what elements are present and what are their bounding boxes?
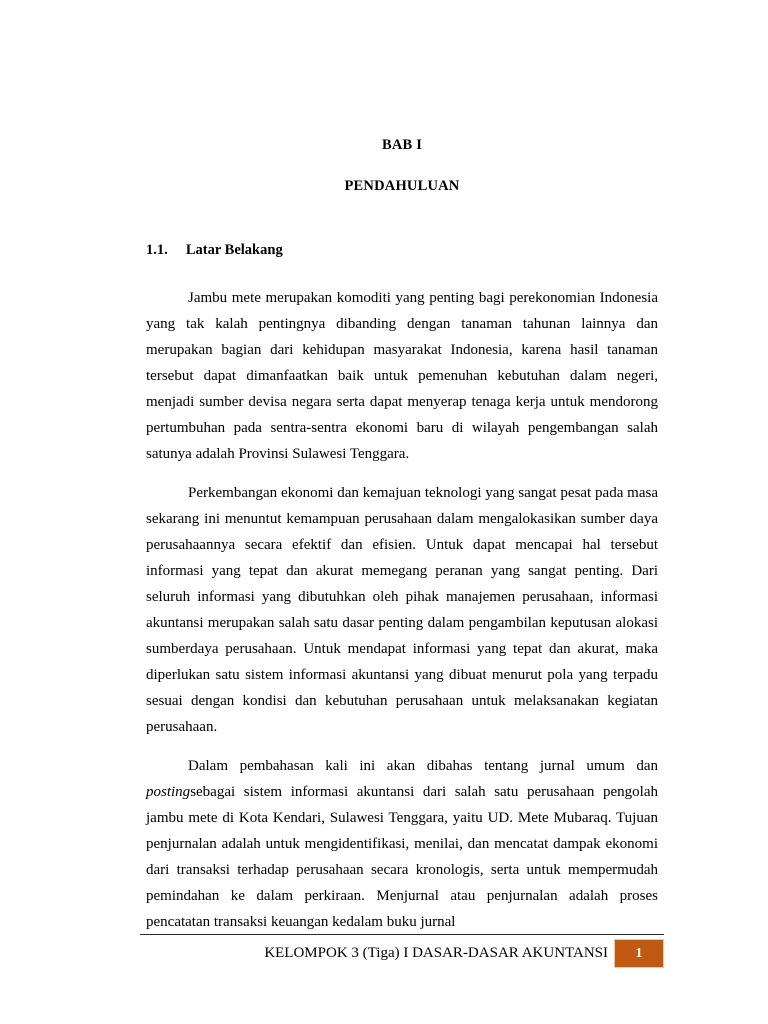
footer-divider bbox=[140, 934, 664, 935]
paragraph-3-segment-lead: Dalam pembahasan kali ini akan dibahas tentang jurnal umum dan bbox=[188, 758, 658, 775]
section-heading: 1.1. Latar Belakang bbox=[146, 241, 283, 258]
body-paragraph-2: Perkembangan ekonomi dan kemajuan teknologi yang sangat pesat pada masa sekarang ini menuntut kemampuan perusahaan dalam mengalokasikan sumber daya perusahaannya secara efektif dan efisien. Untuk dapat mencapai hal tersebut informasi yang tepat dan akurat memegang peranan yang sangat penting. Dari seluruh informasi yang dibutuhkan oleh pihak manajemen perusahaan, informasi akuntansi merupakan salah satu dasar penting dalam pengambilan keputusan alokasi sumberdaya perusahaan. Untuk mendapat informasi yang tepat dan akurat, maka diperlukan satu sistem informasi akuntansi yang dibuat menurut pola yang terpadu sesuai dengan kondisi dan kebutuhan perusahaan untuk melaksanakan kegiatan perusahaan. bbox=[146, 485, 658, 736]
body-paragraph-3 bbox=[146, 740, 658, 935]
chapter-title: PENDAHULUAN bbox=[344, 178, 460, 195]
chapter-label: BAB I bbox=[381, 137, 423, 153]
body-paragraph-1: Jambu mete merupakan komoditi yang penting bagi perekonomian Indonesia yang tak kalah pentingnya dibanding dengan tanaman tahunan lainnya dan merupakan bagian dari kehidupan masyarakat Indonesia, karena hasil tanaman tersebut dapat dimanfaatkan baik untuk pemenuhan kebutuhan dalam negeri, menjadi sumber devisa negara serta dapat menyerap tenaga kerja untuk mendorong pertumbuhan pada sentra-sentra ekonomi baru di wilayah pengembangan salah satunya adalah Provinsi Sulawesi Tenggara. bbox=[146, 290, 658, 463]
paragraph-3-segment-tail: sebagai sistem informasi akuntansi dari salah satu perusahaan pengolah jambu mete di Kota Kendari, Sulawesi Tenggara, yaitu UD. Mete Mubaraq. Tujuan penjurnalan adalah untuk mengidentifikasi, menilai, dan mencatat dampak ekonomi dari transaksi terhadap perusahaan secara kronologis, serta untuk mempermudah pemindahan ke dalam perkiraan. Menjurnal atau penjurnalan adalah proses pencatatan transaksi keuangan kedalam buku jurnal bbox=[146, 784, 658, 931]
page-footer bbox=[140, 934, 664, 968]
footer-row bbox=[140, 939, 664, 968]
footer-label: KELOMPOK 3 (Tiga) I DASAR-DASAR AKUNTANSI bbox=[264, 945, 608, 961]
page-content bbox=[146, 0, 658, 935]
page-number-badge: 1 bbox=[614, 939, 664, 968]
paragraph-3-italic-term: posting bbox=[146, 784, 191, 801]
